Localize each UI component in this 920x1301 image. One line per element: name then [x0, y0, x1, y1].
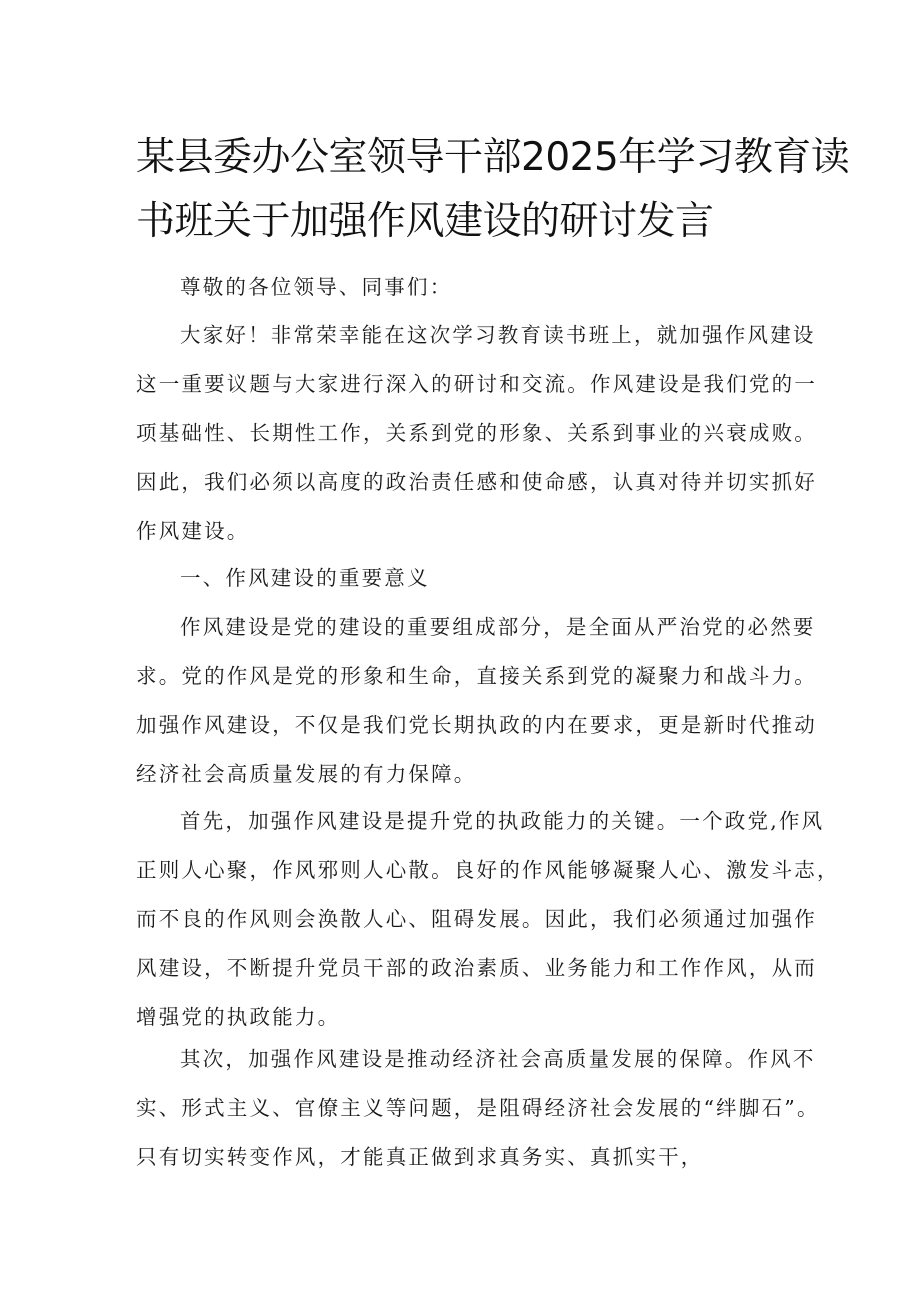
paragraph-line: 因此，我们必须以高度的政治责任感和使命感，认真对待并切实抓好	[136, 470, 817, 494]
paragraph-line: 其次，加强作风建设是推动经济社会高质量发展的保障。作风不	[180, 1047, 816, 1071]
paragraph-line: 求。党的作风是党的形象和生命，直接关系到党的凝聚力和战斗力。	[136, 664, 817, 688]
paragraph-line: 这一重要议题与大家进行深入的研讨和交流。作风建设是我们党的一	[136, 372, 817, 396]
paragraph-line: 只有切实转变作风，才能真正做到求真务实、真抓实干，	[136, 1145, 704, 1169]
paragraph-line: 首先，加强作风建设是提升党的执政能力的关键。一个政党,作风	[180, 809, 825, 833]
section-heading	[136, 554, 796, 603]
paragraph-line: 大家好！非常荣幸能在这次学习教育读书班上，就加强作风建设	[180, 323, 816, 347]
paragraph-line: 经济社会高质量发展的有力保障。	[136, 762, 477, 786]
heading-line: 一、作风建设的重要意义	[180, 566, 430, 590]
paragraph-line: 正则人心聚，作风邪则人心散。良好的作风能够凝聚人心、激发斗志，	[136, 858, 840, 882]
paragraph-line: 而不良的作风则会涣散人心、阻碍发展。因此，我们必须通过加强作	[136, 907, 817, 931]
title-line: 书班关于加强作风建设的研讨发言	[136, 199, 714, 244]
document-title	[136, 126, 850, 254]
paragraph-first	[136, 797, 840, 1042]
paragraph-significance	[136, 603, 817, 799]
paragraph-line: 作风建设是党的建设的重要组成部分，是全面从严治党的必然要	[180, 615, 816, 639]
salutation-line: 尊敬的各位领导、同事们：	[180, 275, 453, 299]
paragraph-line: 作风建设。	[136, 519, 250, 543]
paragraph-second	[136, 1035, 820, 1182]
salutation	[136, 263, 796, 312]
paragraph-line: 增强党的执政能力。	[136, 1005, 341, 1029]
paragraph-intro	[136, 311, 817, 556]
paragraph-line: 风建设，不断提升党员干部的政治素质、业务能力和工作作风，从而	[136, 956, 817, 980]
paragraph-line: 项基础性、长期性工作，关系到党的形象、关系到事业的兴衰成败。	[136, 421, 817, 445]
title-line: 某县委办公室领导干部2025年学习教育读	[136, 135, 850, 180]
paragraph-line: 实、形式主义、官僚主义等问题，是阻碍经济社会发展的“绊脚石”。	[136, 1096, 820, 1120]
paragraph-line: 加强作风建设，不仅是我们党长期执政的内在要求，更是新时代推动	[136, 713, 817, 737]
